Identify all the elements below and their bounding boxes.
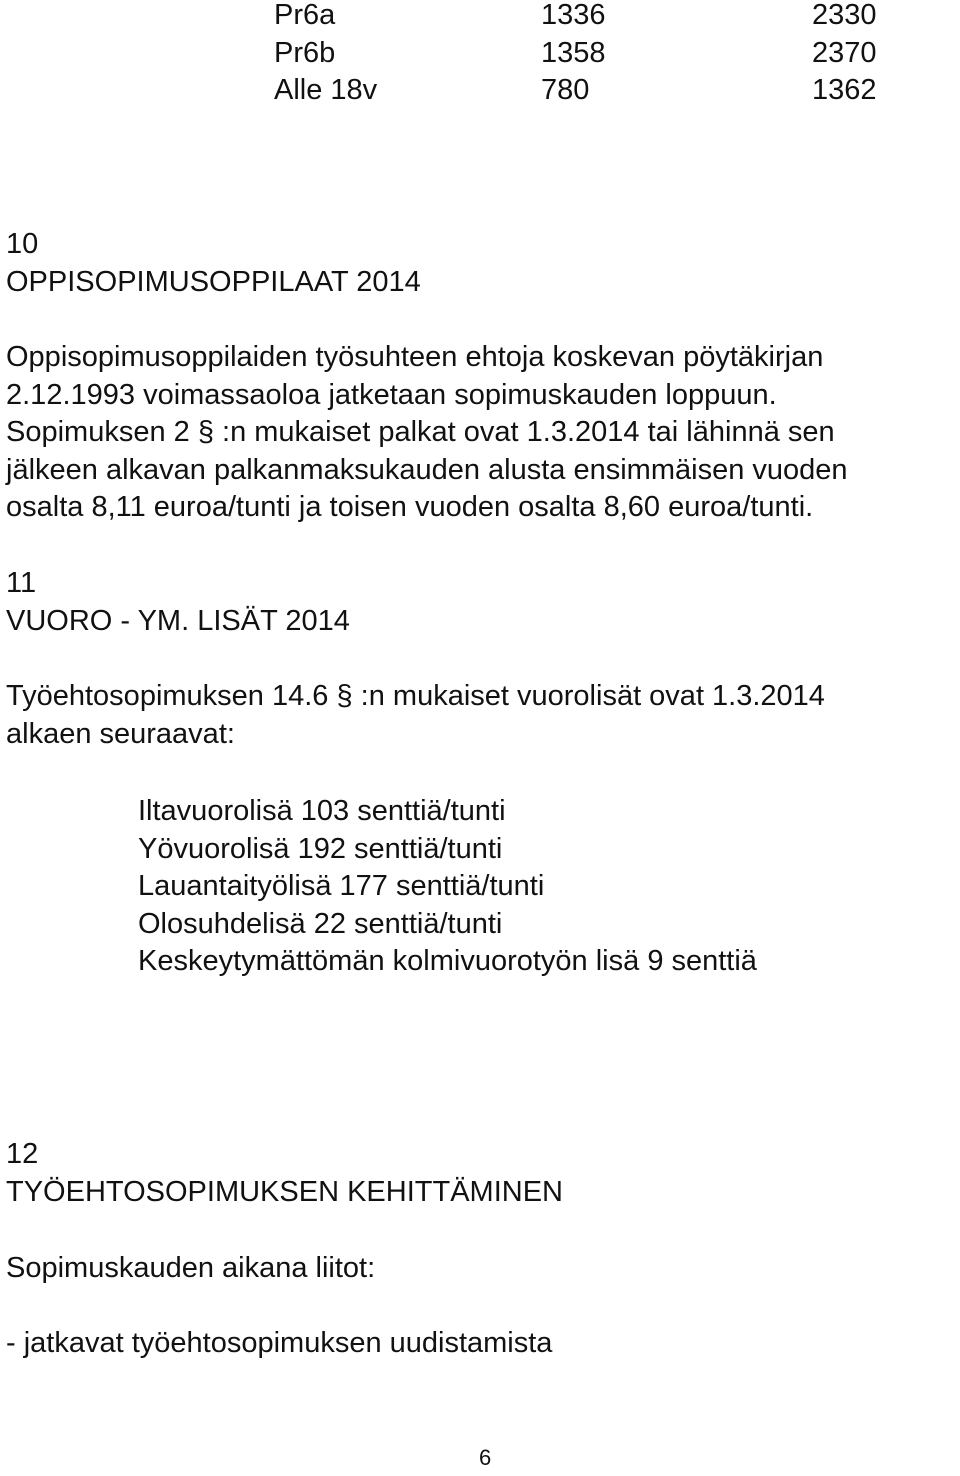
table-row: [0, 72, 960, 110]
section-10-body: [6, 339, 848, 527]
paragraph-line: 2.12.1993 voimassaoloa jatketaan sopimuskauden loppuun.: [6, 378, 777, 411]
section-12: [6, 1136, 563, 1211]
section-number: 11: [6, 567, 37, 599]
list-item: Iltavuorolisä 103 senttiä/tunti: [138, 795, 506, 827]
paragraph-line: jälkeen alkavan palkanmaksukauden alusta ensimmäisen vuoden: [6, 453, 848, 486]
list-item: Yövuorolisä 192 senttiä/tunti: [138, 832, 503, 865]
section-title: VUORO - YM. LISÄT 2014: [6, 604, 350, 637]
paragraph-line: Oppisopimusoppilaiden työsuhteen ehtoja koskevan pöytäkirjan: [6, 341, 824, 373]
section-title: OPPISOPIMUSOPPILAAT 2014: [6, 265, 421, 298]
section-11-intro: [6, 678, 825, 753]
section-number: 12: [6, 1138, 39, 1170]
row-value-1: 1336: [541, 0, 606, 31]
row-label: Pr6a: [274, 0, 336, 31]
page-number: 6: [479, 1445, 492, 1470]
paragraph-line: Sopimuksen 2 § :n mukaiset palkat ovat 1.3.2014 tai lähinnä sen: [6, 416, 835, 448]
row-value-1: 1358: [541, 36, 606, 69]
row-label: Alle 18v: [274, 74, 378, 106]
list-item: Olosuhdelisä 22 senttiä/tunti: [138, 907, 503, 940]
paragraph-line: Sopimuskauden aikana liitot:: [6, 1252, 376, 1284]
row-value-2: 2330: [812, 0, 877, 31]
list-item: - jatkavat työehtosopimuksen uudistamista: [6, 1327, 553, 1359]
table-row: [0, 35, 960, 73]
paragraph-line: Työehtosopimuksen 14.6 § :n mukaiset vuorolisät ovat 1.3.2014: [6, 680, 825, 712]
section-12-intro: [6, 1250, 375, 1288]
row-value-1: 780: [541, 74, 590, 106]
row-label: Pr6b: [274, 36, 336, 69]
paragraph-line: osalta 8,11 euroa/tunti ja toisen vuoden osalta 8,60 euroa/tunti.: [6, 491, 814, 523]
section-10: [6, 226, 421, 301]
row-value-2: 1362: [812, 74, 877, 106]
paragraph-line: alkaen seuraavat:: [6, 717, 235, 750]
list-item: Lauantaityölisä 177 senttiä/tunti: [138, 870, 545, 902]
list-item: Keskeytymättömän kolmivuorotyön lisä 9 senttiä: [138, 945, 757, 977]
table-row: [0, 0, 960, 35]
allowance-list: [138, 793, 757, 981]
section-title: TYÖEHTOSOPIMUKSEN KEHITTÄMINEN: [6, 1175, 563, 1208]
section-11: [6, 565, 350, 640]
section-12-list: [6, 1325, 552, 1363]
section-number: 10: [6, 228, 39, 260]
row-value-2: 2370: [812, 36, 877, 69]
